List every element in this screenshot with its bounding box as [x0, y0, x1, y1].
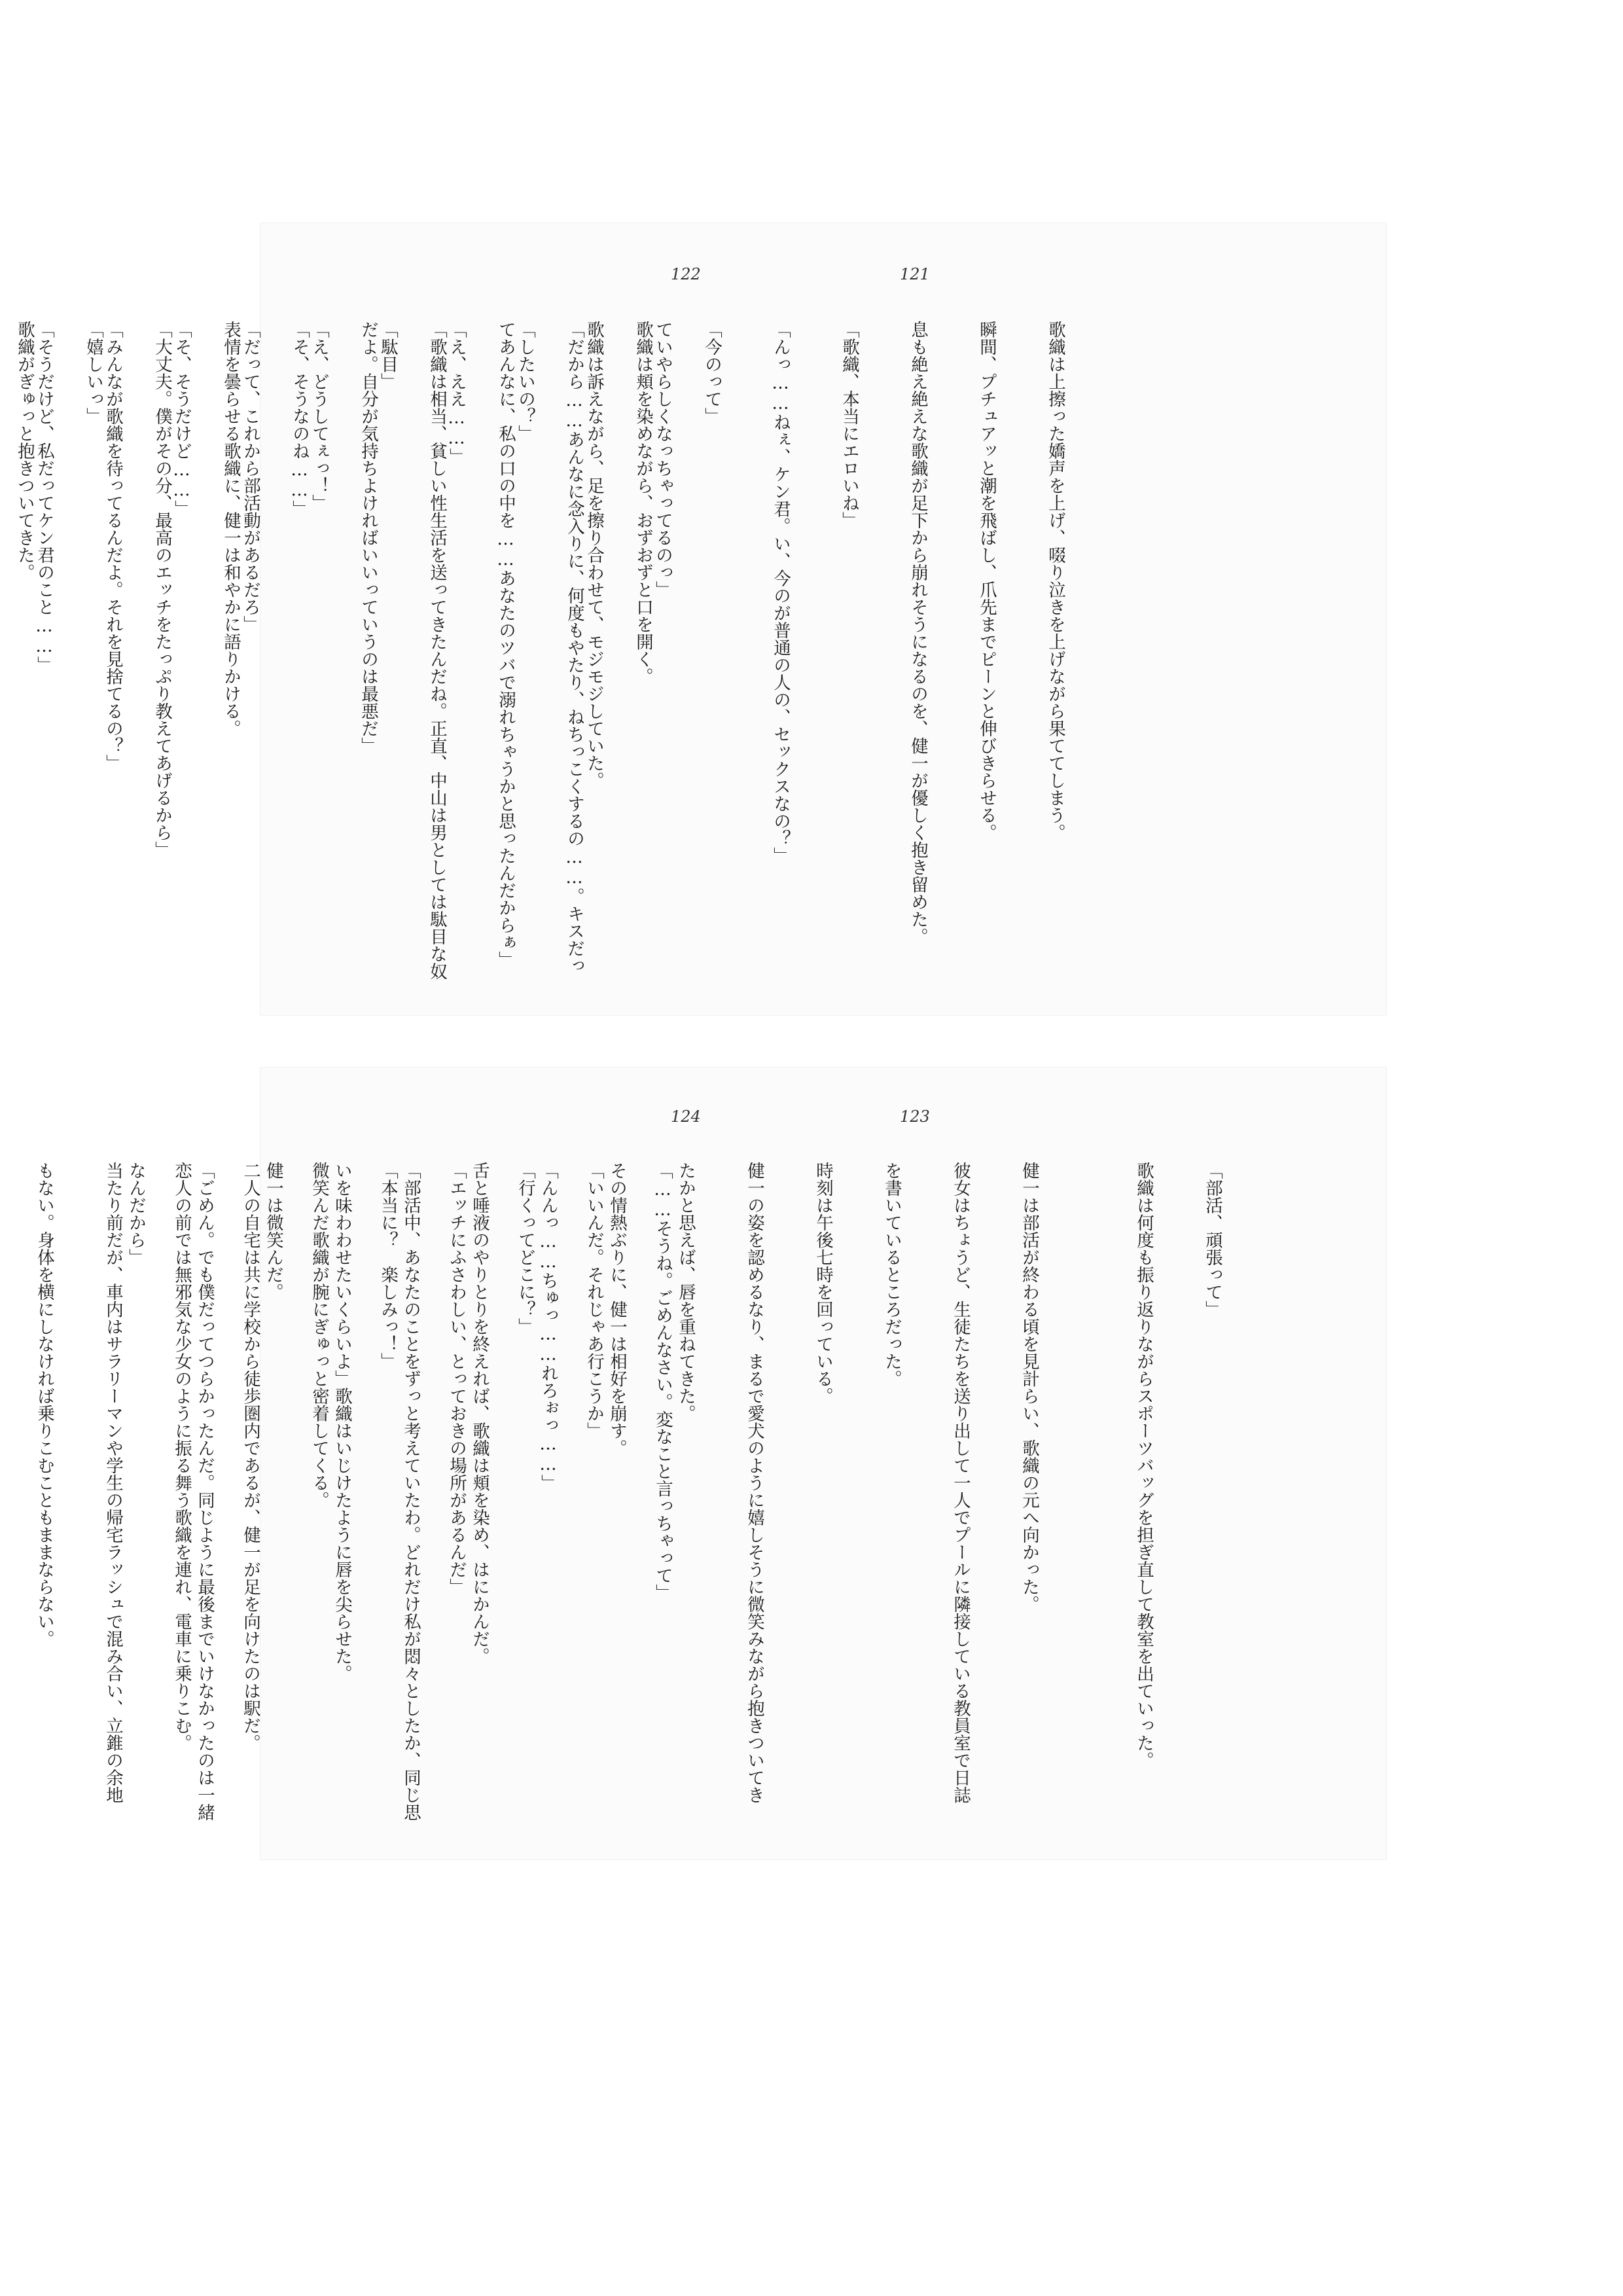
text-line: 舌と唾液のやりとりを終えれば、歌織は頬を染め、はにかんだ。: [469, 1162, 490, 1665]
text-line: 歌織は何度も振り返りながらスポーツバッグを担ぎ直して教室を出ていった。: [1133, 1162, 1154, 1769]
page-number-121: 121: [900, 265, 930, 283]
text-line: 「いいんだ。それじゃあ行こうか」: [584, 1162, 604, 1439]
text-line: 表情を曇らせる歌織に、健一は和やかに語りかける。: [221, 321, 241, 737]
text-line: ていやらしくなっちゃってるのっ」: [652, 321, 673, 598]
text-line: もない。身体を横にしなければ乗りこむこともままならない。: [34, 1162, 54, 1647]
text-line: 「そ、そうだけど……」: [171, 321, 192, 518]
text-line: 瞬間、プチュアッと潮を飛ばし、爪先までピーンと伸びきらせる。: [976, 321, 997, 841]
text-line: 「え、どうしてぇっ！」: [309, 321, 329, 512]
page-number-122: 122: [671, 265, 701, 283]
text-line: 「そうだけど、私だってケン君のこと……」: [34, 321, 54, 673]
text-line: その情熱ぶりに、健一は相好を崩す。: [607, 1162, 627, 1457]
text-line: 「大丈夫。僕がその分、最高のエッチをたっぷり教えてあげるから」: [152, 321, 172, 859]
text-line: 「んっ……ねぇ、ケン君。い、今のが普通の人の、セックスなの？」: [770, 321, 791, 865]
text-line: 「だから……あんなに念入りに、何度もやたり、ねちっこくするの……。キスだっ: [564, 321, 584, 975]
text-line: 「嬉しいっ」: [83, 321, 103, 425]
text-line: 歌織は頬を染めながら、おずおずと口を開く。: [633, 321, 653, 685]
text-line: 「行くってどこに？」: [515, 1162, 535, 1335]
text-line: 「エッチにふさわしい、とっておきの場所があるんだ」: [446, 1162, 467, 1596]
text-line: 息も絶え絶えな歌織が足下から崩れそうになるのを、健一が優しく抱き留めた。: [908, 321, 928, 945]
text-line: 当たり前だが、車内はサラリーマンや学生の帰宅ラッシュで混み合い、立錐の余地: [103, 1162, 123, 1804]
text-line: 「部活中、あなたのことをずっと考えていたわ。どれだけ私が悶々としたか、同じ思: [401, 1162, 421, 1821]
text-line: てあんなに、私の口の中を……あなたのツバで溺れちゃうかと思ったんだからぁ」: [495, 321, 516, 969]
text-line: 「歌織は相当、貧しい性生活を送ってきたんだね。正直、中山は男としては駄目な奴: [427, 321, 447, 980]
text-line: 「歌織、本当にエロいね」: [839, 321, 859, 529]
text-line: 「だって、これから部活動があるだろ」: [240, 321, 260, 633]
text-line: 二人の自宅は共に学校から徒歩圏内であるが、健一が足を向けたのは駅だ。: [240, 1162, 260, 1751]
text-line: 微笑んだ歌織が腕にぎゅっと密着してくる。: [309, 1162, 329, 1509]
text-line: 健一の姿を認めるなり、まるで愛犬のように嬉しそうに微笑みながら抱きついてき: [744, 1162, 764, 1804]
text-line: 「……そうね。ごめんなさい。変なこと言っちゃって」: [652, 1162, 673, 1602]
text-line: 歌織は上擦った嬌声を上げ、啜り泣きを上げながら果ててしまう。: [1045, 321, 1065, 841]
text-line: 健一は部活が終わる頃を見計らい、歌織の元へ向かった。: [1019, 1162, 1039, 1613]
text-line: 歌織がぎゅっと抱きついてきた。: [14, 321, 35, 581]
text-line: 「みんなが歌織を待ってるんだよ。それを見捨てるの？」: [103, 321, 123, 772]
text-line: を書いているところだった。: [882, 1162, 902, 1388]
text-line: 「本当に？ 楽しみっ！」: [378, 1162, 398, 1370]
text-line: 時刻は午後七時を回っている。: [813, 1162, 833, 1405]
text-line: 彼女はちょうど、生徒たちを送り出して一人でプールに隣接している教員室で日誌: [950, 1162, 971, 1804]
text-line: 「したいの？」: [515, 321, 535, 442]
text-line: 「部活、頑張って」: [1202, 1162, 1222, 1318]
text-line: だよ。自分が気持ちよければいいっていうのは最悪だ」: [358, 321, 378, 755]
text-line: いを味わわせたいくらいよ」歌織はいじけたように唇を尖らせた。: [332, 1162, 352, 1682]
text-line: 「駄目」: [378, 321, 398, 390]
text-line: なんだから」: [126, 1162, 146, 1266]
page-number-124: 124: [671, 1107, 701, 1126]
page-number-123: 123: [900, 1107, 930, 1126]
text-line: 健一は微笑んだ。: [263, 1162, 283, 1300]
text-line: 「え、ええ……」: [446, 321, 467, 465]
text-line: 「今のって」: [702, 321, 722, 425]
text-line: 「そ、そうなのね……」: [289, 321, 310, 518]
text-line: 恋人の前では無邪気な少女のように振る舞う歌織を連れ、電車に乗りこむ。: [171, 1162, 192, 1751]
text-line: 「ごめん。でも僕だってつらかったんだ。同じように最後までいけなかったのは一緒: [194, 1162, 215, 1821]
text-line: たかと思えば、唇を重ねてきた。: [675, 1162, 696, 1422]
text-line: 「んんっ……ちゅっ……れろぉっ……」: [538, 1162, 558, 1492]
text-line: 歌織は訴えながら、足を擦り合わせて、モジモジしていた。: [584, 321, 604, 789]
